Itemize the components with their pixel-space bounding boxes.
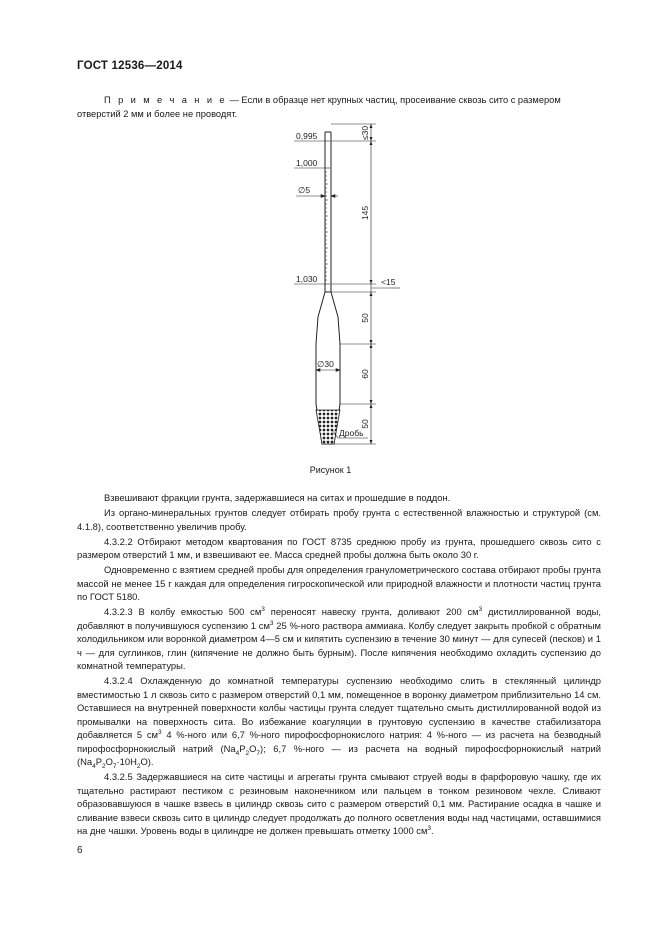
paragraph: Из органо-минеральных грунтов следует отбирать пробу грунта с естественной влажностью и структурой (см. 4.1.8), соответственно увеличив пробу. — [77, 507, 601, 532]
note-text: — Если в образце нет крупных частиц, просеивание сквозь сито с размером отверстий 2 мм и более не проводят. — [77, 95, 561, 119]
reading-0995: 0,995 — [296, 131, 318, 141]
page-number: 6 — [77, 845, 83, 856]
figure-caption: Рисунок 1 — [309, 465, 352, 475]
paragraph: 4.3.2.2 Отбирают методом квартования по ГОСТ 8735 среднюю пробу из грунта, прошедшего сквозь сито с размером отверстий 1 мм, и взвешивают ее. Масса средней пробы должна быть около 30 г. — [77, 535, 601, 560]
dim-neck-label: 50 — [360, 313, 370, 323]
shot-label: Дробь — [339, 428, 364, 438]
body-text — [77, 491, 601, 839]
dim-stem-label: 145 — [360, 205, 370, 221]
paragraph: Одновременно с взятием средней пробы для определения гранулометрического состава отбирают пробы грунта массой не менее 15 г каждая для определения гигроскопической или природной влажности и плотности частиц грунта по ГОСТ 5180. — [77, 564, 601, 602]
paragraph: 4.3.2.5 Задержавшиеся на сите частицы и агрегаты грунта смывают струей воды в фарфоровую чашку, где их тщательно растирают пестиком с резиновым наконечником или пальцем в тонком резиновом чехле. Сливают образовавшуюся в чашке взвесь в цилиндр сквозь сито с размером отверстий 0,1 мм. Растирание осадка в чашке и сливание взвеси сквозь сито в цилиндр следует продолжать до полного осветления воды над частицами, оставшимися на дне чашки. Уровень воды в цилиндре не должен превышать отметку 1000 $см^3$. — [77, 771, 601, 836]
paragraph: 4.3.2.4 Охлажденную до комнатной температуры суспензию необходимо слить в стеклянный цилиндр вместимостью 1 л сквозь сито с размером отверстий 0,1 мм, помещенное в воронку диаметром приблизительно 14 см. Оставшиеся на внутренней поверхности колбы частицы грунта следует тщательно смыть дистиллированной водой из промывалки на поверхность сита. Во избежание коагуляции в грунтовую суспензию в качестве стабилизатора добавляется 5 $см^3$ 4 %-ного или 6,7 %-ного пирофосфорнокислого натрия: 4 %-ного — из расчета на безводный пирофосфорнокислый натрий $(Na_4P_2O_7)$; 6,7 %-ного — из расчета на водный пирофосфорнокислый натрий $(Na_4P_2O_7\cdot 10H_2O)$. — [77, 675, 602, 770]
dim-bulb-label: 60 — [360, 369, 370, 379]
hydrometer-figure — [230, 112, 430, 457]
reading-1000: 1,000 — [296, 158, 318, 168]
reading-1030: 1,030 — [296, 274, 318, 284]
dim-gap-label: <15 — [381, 277, 396, 287]
paragraph: 4.3.2.3 В колбу емкостью 500 $см^3$ переносят навеску грунта, доливают 200 $см^3$ дистиллированной воды, добавляют в получившуюся суспензию 1 $см^3$ 25 %-ного раствора аммиака. Колбу следует закрыть пробкой с обратным холодильником или воронкой диаметром 4—5 см и кипятить суспензию в течение 30 минут — для супесей (песков) и 1 ч — для суглинков, глин (кипячение не должно быть бурным). После кипячения необходимо охладить суспензию до комнатной температуры. — [77, 605, 601, 671]
shot-ballast — [316, 410, 340, 444]
dim-bottom-label: 50 — [360, 419, 370, 429]
paragraph: Взвешивают фракции грунта, задержавшиеся на ситах и прошедшие в поддон. — [104, 492, 451, 503]
dim-top-label: ≤30 — [360, 125, 370, 141]
document-header: ГОСТ 12536—2014 — [77, 60, 183, 72]
note-label: П р и м е ч а н и е — [104, 95, 227, 105]
bulb-diameter-label: ∅30 — [317, 359, 334, 369]
stem-diameter-label: ∅5 — [298, 185, 311, 195]
scale-ticks — [325, 141, 330, 284]
